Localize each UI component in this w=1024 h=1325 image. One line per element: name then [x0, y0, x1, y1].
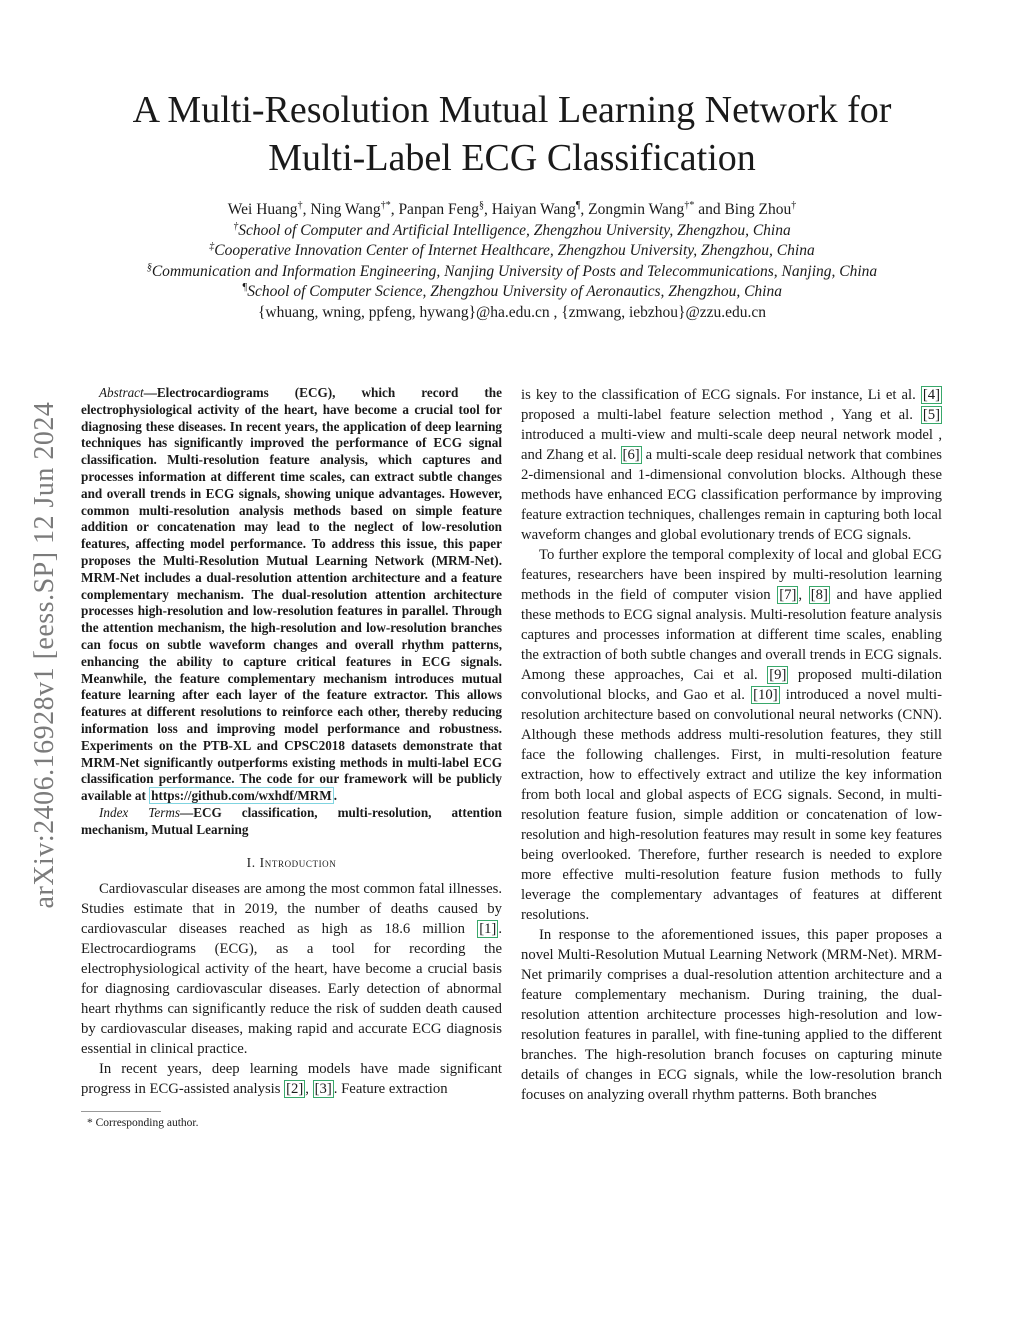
title-line-2: Multi-Label ECG Classification — [268, 137, 756, 179]
intro-paragraph-4: To further explore the temporal complexity of local and global ECG features, researchers have been inspired by multi-resolution learning methods in the field of computer vision [7] , [8] and have applied these methods to ECG signal analysis. Multi-resolution feature analysis captures and processes information at different time scales, enabling the extraction of both subtle changes and overall trends in ECG signals. Among these approaches, Cai et al. [9] proposed multi-dilation convolutional blocks, and Gao et al. [10] introduced a novel multi-resolution architecture based on convolutional neural networks (CNN). Although these methods address multi-resolution features, they still face the following challenges. First, in multi-resolution feature extraction, how to effectively extract and utilize the key information from both local and global aspects of ECG signals. Second, in multi-resolution feature fusion, simple addition or concatenation of low-resolution and high-resolution features may result in some key features being overlooked. Therefore, further research is needed to explore more effective multi-resolution feature fusion methods to fully leverage the complementary advantages of features at different resolutions. — [521, 547, 942, 923]
author-name: Panpan Feng — [398, 201, 479, 218]
author-name: Haiyan Wang — [491, 201, 576, 218]
intro-paragraph-5: In response to the aforementioned issues, this paper proposes a novel Multi-Resolution Mutual Learning Network (MRM-Net). MRM-Net primarily comprises a dual-resolution attention architecture and a feature complementary mechanism. During training, the dual-resolution attention architecture processes high-resolution and low-resolution features in parallel, with fine-tuning applied to the different branches. The high-resolution branch focuses on capturing minute details of changes in ECG signals, while the low-resolution branch focuses on analyzing overall rhythm patterns. Both branches — [521, 927, 942, 1103]
affiliation-2: ‡Cooperative Innovation Center of Internet Healthcare, Zhengzhou University, Zhengzhou, China — [209, 240, 815, 259]
affiliation-3: §Communication and Information Engineering, Nanjing University of Posts and Telecommunications, Nanjing, China — [146, 261, 878, 280]
author-list: Wei Huang†, Ning Wang†*, Panpan Feng§, Haiyan Wang¶, Zongmin Wang†* and Bing Zhou† — [227, 199, 797, 218]
arxiv-watermark — [22, 355, 68, 955]
index-terms-label: Index Terms — [99, 804, 181, 820]
citation-link[interactable]: [1] — [479, 920, 497, 937]
intro-paragraph-3: is key to the classification of ECG signals. For instance, Li et al. [4] proposed a multi-label feature selection method , Yang et al. [5] introduced a multi-view and multi-scale deep neural network model , and Zhang et al. [6] a multi-scale deep residual network that combines 2-dimensional and 1-dimensional convolution blocks. Although these methods have enhanced ECG classification performance by improving feature extraction techniques, challenges remain in capturing both local waveform changes and global evolutionary trends of ECG signals. — [521, 387, 943, 543]
code-link[interactable]: https://github.com/wxhdf/MRM — [151, 788, 332, 804]
author-block — [90, 200, 934, 323]
intro-paragraph-1: Cardiovascular diseases are among the most common fatal illnesses. Studies estimate that in 2019, the number of deaths caused by cardiovascular diseases reached as high as 18.6 million [1] . Electrocardiograms (ECG), as a tool for recording the electrophysiological activity of the heart, have become a crucial basis for diagnosing cardiovascular diseases. Early detection of abnormal heart rhythms can significantly reduce the risk of sudden death caused by cardiovascular diseases, making rapid and accurate ECG diagnosis essential in clinical practice. — [81, 880, 502, 1057]
citation-link[interactable]: [2] — [286, 1080, 304, 1097]
footnote-divider — [81, 1111, 161, 1112]
abstract: Abstract—Electrocardiograms (ECG), which record the electrophysiological activity of the heart, have become a crucial tool for diagnosing these diseases. In recent years, the application of deep learning techniques has significantly improved the performance of ECG signal classification. Multi-resolution feature analysis, which captures and processes information at different time scales, can extract subtle changes and overall trends in ECG signals, showing unique advantages. However, common multi-resolution analysis methods based on simple feature addition or concatenation may lead to the neglect of low-resolution features, affecting model performance. To address this issue, this paper proposes the Multi-Resolution Mutual Learning Network (MRM-Net). MRM-Net includes a dual-resolution attention architecture and a feature complementary mechanism. The dual-resolution attention architecture processes high-resolution and low-resolution features in parallel. Through the attention mechanism, the high-resolution and low-resolution branches can focus on subtle waveform changes and overall rhythm patterns, enhancing the ability to capture critical features in ECG signals. Meanwhile, the feature complementary mechanism introduces mutual feature learning after each layer of the feature extractor. This allows features at different resolutions to reinforce each other, thereby reducing information loss and improving model performance and robustness. Experiments on the PTB-XL and CPSC2018 datasets demonstrate that MRM-Net significantly outperforms existing methods in multi-label ECG classification performance. The code for our framework will be publicly available at https://github.com/wxhdf/MRM . — [81, 385, 502, 804]
author-name: Zongmin Wang — [588, 201, 685, 218]
citation-link[interactable]: [8] — [810, 587, 828, 603]
index-terms: Index Terms—ECG classification, multi-resolution, attention mechanism, Mutual Learning — [81, 804, 502, 837]
footnote: * Corresponding author. — [87, 1116, 199, 1129]
left-column — [81, 385, 502, 1130]
citation-link[interactable]: [3] — [314, 1080, 332, 1097]
author-name: Ning Wang — [310, 201, 381, 218]
title-line-1: A Multi-Resolution Mutual Learning Network for — [132, 89, 892, 131]
citation-link[interactable]: [10] — [753, 687, 778, 703]
author-emails: {whuang, wning, ppfeng, hywang}@ha.edu.cn , {zmwang, iebzhou}@zzu.edu.cn — [257, 303, 767, 321]
citation-link[interactable]: [7] — [779, 587, 797, 603]
citation-link[interactable]: [4] — [922, 387, 940, 403]
affiliation-4: ¶School of Computer Science, Zhengzhou University of Aeronautics, Zhengzhou, China — [242, 281, 782, 300]
abstract-label: Abstract — [99, 385, 144, 400]
intro-paragraph-2: In recent years, deep learning models have made significant progress in ECG-assisted analysis [2] , [3] . Feature extraction — [81, 1060, 502, 1097]
affiliation-1: †School of Computer and Artificial Intelligence, Zhengzhou University, Zhengzhou, China — [233, 220, 791, 239]
section-heading-introduction: I. Introduction — [246, 854, 337, 870]
citation-link[interactable]: [6] — [622, 447, 640, 463]
author-name: Wei Huang — [227, 201, 298, 218]
paper-title — [90, 86, 934, 182]
citation-link[interactable]: [9] — [769, 667, 787, 683]
right-column — [521, 385, 942, 1105]
citation-link[interactable]: [5] — [922, 407, 940, 423]
arxiv-identifier: arXiv:2406.16928v1 [eess.SP] 12 Jun 2024 — [29, 401, 60, 909]
author-name: Bing Zhou — [724, 201, 792, 218]
